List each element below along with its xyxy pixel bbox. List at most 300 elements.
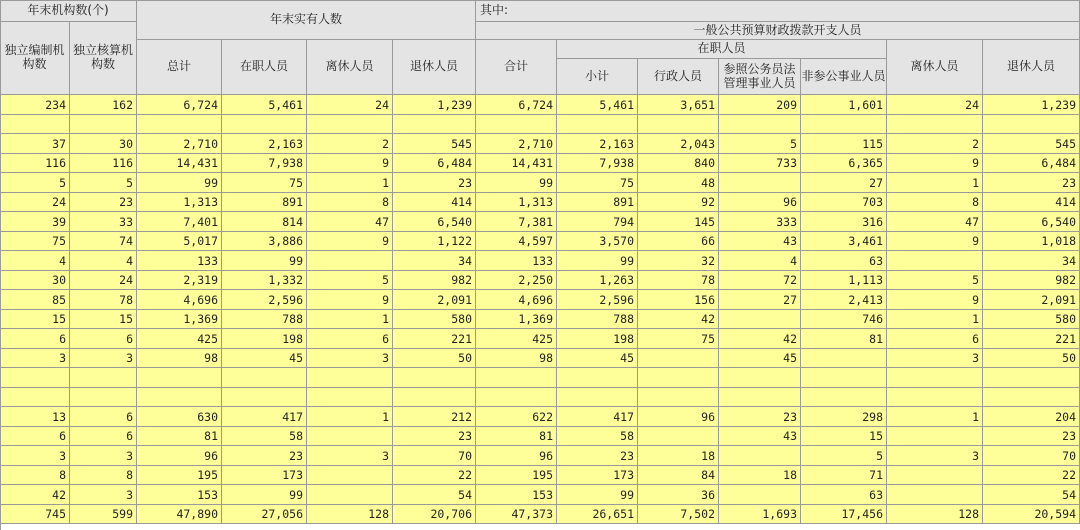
- table-cell[interactable]: [307, 251, 393, 271]
- table-cell[interactable]: 99: [476, 173, 557, 193]
- table-cell[interactable]: 18: [638, 446, 719, 466]
- table-cell[interactable]: 7,938: [557, 154, 638, 173]
- table-cell[interactable]: 32: [638, 251, 719, 271]
- table-cell[interactable]: 8: [70, 466, 137, 485]
- table-cell[interactable]: 316: [801, 212, 887, 232]
- table-cell[interactable]: [476, 388, 557, 407]
- table-cell[interactable]: 1: [307, 173, 393, 193]
- table-cell[interactable]: 85: [0, 290, 70, 310]
- table-cell[interactable]: [638, 349, 719, 368]
- table-cell[interactable]: 99: [557, 251, 638, 271]
- table-cell[interactable]: 37: [0, 134, 70, 154]
- table-cell[interactable]: 814: [222, 212, 307, 232]
- table-cell[interactable]: 153: [137, 485, 222, 505]
- table-cell[interactable]: [307, 466, 393, 485]
- table-cell[interactable]: 58: [222, 427, 307, 446]
- table-cell[interactable]: 1: [887, 310, 983, 329]
- table-cell[interactable]: 794: [557, 212, 638, 232]
- table-cell[interactable]: 545: [983, 134, 1080, 154]
- table-cell[interactable]: 99: [137, 173, 222, 193]
- table-cell[interactable]: [801, 115, 887, 134]
- table-cell[interactable]: 145: [638, 212, 719, 232]
- table-cell[interactable]: 891: [557, 193, 638, 212]
- table-cell[interactable]: 24: [887, 95, 983, 115]
- table-cell[interactable]: 9: [307, 232, 393, 251]
- table-cell[interactable]: 34: [393, 251, 476, 271]
- table-cell[interactable]: 23: [557, 446, 638, 466]
- table-cell[interactable]: 1: [887, 173, 983, 193]
- table-cell[interactable]: 23: [719, 407, 801, 427]
- table-cell[interactable]: 23: [70, 193, 137, 212]
- table-cell[interactable]: 15: [801, 427, 887, 446]
- table-cell[interactable]: 22: [393, 466, 476, 485]
- table-cell[interactable]: [476, 115, 557, 134]
- table-cell[interactable]: [307, 388, 393, 407]
- table-cell[interactable]: 70: [393, 446, 476, 466]
- table-cell[interactable]: 26,651: [557, 505, 638, 524]
- table-cell[interactable]: 84: [638, 466, 719, 485]
- table-cell[interactable]: 6: [70, 407, 137, 427]
- table-cell[interactable]: [719, 173, 801, 193]
- table-cell[interactable]: 42: [638, 310, 719, 329]
- table-cell[interactable]: 1,313: [476, 193, 557, 212]
- table-cell[interactable]: 99: [222, 251, 307, 271]
- table-cell[interactable]: 198: [222, 329, 307, 349]
- table-cell[interactable]: 30: [70, 134, 137, 154]
- table-cell[interactable]: 153: [476, 485, 557, 505]
- table-cell[interactable]: 18: [719, 466, 801, 485]
- table-cell[interactable]: [222, 368, 307, 388]
- table-cell[interactable]: [137, 368, 222, 388]
- table-cell[interactable]: 333: [719, 212, 801, 232]
- table-cell[interactable]: 98: [137, 349, 222, 368]
- table-cell[interactable]: [638, 115, 719, 134]
- table-cell[interactable]: 50: [393, 349, 476, 368]
- table-cell[interactable]: 133: [476, 251, 557, 271]
- table-cell[interactable]: 4: [0, 251, 70, 271]
- table-cell[interactable]: 1,263: [557, 271, 638, 290]
- table-cell[interactable]: [983, 115, 1080, 134]
- table-cell[interactable]: 8: [887, 193, 983, 212]
- table-cell[interactable]: 81: [801, 329, 887, 349]
- table-cell[interactable]: 23: [393, 173, 476, 193]
- table-cell[interactable]: 5: [0, 173, 70, 193]
- table-cell[interactable]: 195: [476, 466, 557, 485]
- table-cell[interactable]: 6: [307, 329, 393, 349]
- table-cell[interactable]: 34: [983, 251, 1080, 271]
- table-cell[interactable]: 23: [393, 427, 476, 446]
- table-cell[interactable]: 27: [719, 290, 801, 310]
- table-cell[interactable]: 96: [719, 193, 801, 212]
- table-cell[interactable]: 78: [70, 290, 137, 310]
- table-cell[interactable]: 7,938: [222, 154, 307, 173]
- table-cell[interactable]: [719, 310, 801, 329]
- table-cell[interactable]: [719, 115, 801, 134]
- table-cell[interactable]: 42: [719, 329, 801, 349]
- table-cell[interactable]: 24: [0, 193, 70, 212]
- table-cell[interactable]: 72: [719, 271, 801, 290]
- table-cell[interactable]: 98: [476, 349, 557, 368]
- table-cell[interactable]: 43: [719, 232, 801, 251]
- table-cell[interactable]: 580: [393, 310, 476, 329]
- table-cell[interactable]: 23: [983, 427, 1080, 446]
- table-cell[interactable]: 3: [307, 446, 393, 466]
- table-cell[interactable]: 221: [983, 329, 1080, 349]
- table-cell[interactable]: 7,401: [137, 212, 222, 232]
- table-cell[interactable]: 14,431: [476, 154, 557, 173]
- table-cell[interactable]: [557, 388, 638, 407]
- table-cell[interactable]: [887, 368, 983, 388]
- col-header-retired: 退休人员: [983, 40, 1080, 95]
- table-cell[interactable]: 204: [983, 407, 1080, 427]
- table-cell[interactable]: 1: [307, 310, 393, 329]
- table-cell[interactable]: 2,091: [393, 290, 476, 310]
- col-header-4: 离休人员: [307, 40, 393, 95]
- table-cell[interactable]: [70, 368, 137, 388]
- table-cell[interactable]: 17,456: [801, 505, 887, 524]
- table-cell[interactable]: 3,651: [638, 95, 719, 115]
- table-cell[interactable]: 43: [719, 427, 801, 446]
- table-cell[interactable]: 13: [0, 407, 70, 427]
- table-cell[interactable]: 6,724: [476, 95, 557, 115]
- table-cell[interactable]: 1,239: [983, 95, 1080, 115]
- table-cell[interactable]: [638, 388, 719, 407]
- table-cell[interactable]: 746: [801, 310, 887, 329]
- table-cell[interactable]: 30: [0, 271, 70, 290]
- table-cell[interactable]: 15: [70, 310, 137, 329]
- table-cell[interactable]: [887, 427, 983, 446]
- table-cell[interactable]: 47,890: [137, 505, 222, 524]
- table-cell[interactable]: 2,091: [983, 290, 1080, 310]
- table-cell[interactable]: 6: [887, 329, 983, 349]
- table-cell[interactable]: 50: [983, 349, 1080, 368]
- table-cell[interactable]: 96: [137, 446, 222, 466]
- table-cell[interactable]: 47: [307, 212, 393, 232]
- table-cell[interactable]: 6,484: [983, 154, 1080, 173]
- table-cell[interactable]: 5: [801, 446, 887, 466]
- table-cell[interactable]: 6: [70, 427, 137, 446]
- table-cell[interactable]: 982: [983, 271, 1080, 290]
- table-cell[interactable]: 9: [887, 290, 983, 310]
- table-cell[interactable]: 1,313: [137, 193, 222, 212]
- table-cell[interactable]: 3: [70, 485, 137, 505]
- table-cell[interactable]: [70, 388, 137, 407]
- table-cell[interactable]: 27: [801, 173, 887, 193]
- table-cell[interactable]: 23: [222, 446, 307, 466]
- table-cell[interactable]: 630: [137, 407, 222, 427]
- table-cell[interactable]: 1,369: [476, 310, 557, 329]
- table-cell[interactable]: 81: [137, 427, 222, 446]
- table-cell[interactable]: 20,594: [983, 505, 1080, 524]
- table-cell[interactable]: [887, 115, 983, 134]
- table-cell[interactable]: 45: [719, 349, 801, 368]
- table-cell[interactable]: 9: [887, 232, 983, 251]
- header-general-budget: 一般公共预算财政拨款开支人员: [476, 22, 1080, 40]
- table-cell[interactable]: 3: [0, 446, 70, 466]
- table-cell[interactable]: 788: [557, 310, 638, 329]
- table-cell[interactable]: 5: [887, 271, 983, 290]
- table-cell[interactable]: 1: [307, 407, 393, 427]
- header-staff-total: 年末实有人数: [137, 0, 476, 40]
- table-cell[interactable]: 75: [638, 329, 719, 349]
- table-cell[interactable]: [801, 349, 887, 368]
- table-cell[interactable]: 6,540: [393, 212, 476, 232]
- table-cell[interactable]: 116: [70, 154, 137, 173]
- table-cell[interactable]: 7,381: [476, 212, 557, 232]
- table-cell[interactable]: 3: [70, 446, 137, 466]
- table-cell[interactable]: 6,365: [801, 154, 887, 173]
- table-cell[interactable]: 45: [557, 349, 638, 368]
- table-cell[interactable]: 15: [0, 310, 70, 329]
- table-cell[interactable]: 54: [393, 485, 476, 505]
- table-cell[interactable]: 840: [638, 154, 719, 173]
- table-cell[interactable]: 4,696: [137, 290, 222, 310]
- table-cell[interactable]: 209: [719, 95, 801, 115]
- table-cell[interactable]: 425: [476, 329, 557, 349]
- table-cell[interactable]: [887, 388, 983, 407]
- col-header-5: 退休人员: [393, 40, 476, 95]
- table-cell[interactable]: 78: [638, 271, 719, 290]
- table-cell[interactable]: 6,540: [983, 212, 1080, 232]
- table-cell[interactable]: 622: [476, 407, 557, 427]
- table-cell[interactable]: 116: [0, 154, 70, 173]
- table-cell[interactable]: 1,018: [983, 232, 1080, 251]
- table-cell[interactable]: 3: [307, 349, 393, 368]
- table-cell[interactable]: 234: [0, 95, 70, 115]
- table-cell[interactable]: 6,484: [393, 154, 476, 173]
- table-cell[interactable]: 58: [557, 427, 638, 446]
- table-cell[interactable]: [222, 115, 307, 134]
- table-cell[interactable]: 4: [719, 251, 801, 271]
- table-cell[interactable]: 2,596: [557, 290, 638, 310]
- table-cell[interactable]: 128: [307, 505, 393, 524]
- table-cell[interactable]: 47,373: [476, 505, 557, 524]
- table-cell[interactable]: 33: [70, 212, 137, 232]
- table-cell[interactable]: 2,319: [137, 271, 222, 290]
- table-cell[interactable]: [137, 388, 222, 407]
- table-cell[interactable]: [307, 485, 393, 505]
- table-cell[interactable]: 5: [719, 134, 801, 154]
- table-cell[interactable]: [638, 427, 719, 446]
- table-cell[interactable]: 9: [887, 154, 983, 173]
- table-cell[interactable]: [983, 368, 1080, 388]
- table-cell[interactable]: 4,696: [476, 290, 557, 310]
- table-cell[interactable]: 3: [70, 349, 137, 368]
- table-cell[interactable]: [476, 368, 557, 388]
- table-cell[interactable]: 3,461: [801, 232, 887, 251]
- table-cell[interactable]: 2,043: [638, 134, 719, 154]
- table-cell[interactable]: 2,163: [557, 134, 638, 154]
- table-cell[interactable]: 733: [719, 154, 801, 173]
- table-cell[interactable]: 74: [70, 232, 137, 251]
- table-cell[interactable]: 298: [801, 407, 887, 427]
- col-header-independent-staffing: 独立编制机构数: [0, 22, 70, 95]
- header-in-service-group: 在职人员: [557, 40, 887, 59]
- table-cell[interactable]: 580: [983, 310, 1080, 329]
- table-cell[interactable]: 414: [393, 193, 476, 212]
- table-cell[interactable]: [393, 388, 476, 407]
- table-cell[interactable]: 414: [983, 193, 1080, 212]
- table-cell[interactable]: 3: [887, 349, 983, 368]
- header-of-which: 其中:: [476, 0, 1080, 22]
- table-cell[interactable]: 22: [983, 466, 1080, 485]
- table-cell[interactable]: 195: [137, 466, 222, 485]
- table-cell[interactable]: [887, 485, 983, 505]
- table-cell[interactable]: 2,710: [137, 134, 222, 154]
- table-cell[interactable]: 14,431: [137, 154, 222, 173]
- table-cell[interactable]: 745: [0, 505, 70, 524]
- table-cell[interactable]: 2: [887, 134, 983, 154]
- table-cell[interactable]: 212: [393, 407, 476, 427]
- table-cell[interactable]: 48: [638, 173, 719, 193]
- table-cell[interactable]: 45: [222, 349, 307, 368]
- table-cell[interactable]: 70: [983, 446, 1080, 466]
- table-cell[interactable]: 71: [801, 466, 887, 485]
- table-cell[interactable]: 1,239: [393, 95, 476, 115]
- table-cell[interactable]: 1,693: [719, 505, 801, 524]
- table-cell[interactable]: 81: [476, 427, 557, 446]
- col-header-3: 在职人员: [222, 40, 307, 95]
- col-header-10: 非参公事业人员: [801, 59, 887, 95]
- table-cell[interactable]: [307, 427, 393, 446]
- table-cell[interactable]: 6: [0, 329, 70, 349]
- table-cell[interactable]: [307, 115, 393, 134]
- table-cell[interactable]: 162: [70, 95, 137, 115]
- table-cell[interactable]: 5,017: [137, 232, 222, 251]
- table-cell[interactable]: 1,113: [801, 271, 887, 290]
- table-cell[interactable]: [137, 115, 222, 134]
- table-cell[interactable]: 1,122: [393, 232, 476, 251]
- table-cell[interactable]: 115: [801, 134, 887, 154]
- table-cell[interactable]: 96: [476, 446, 557, 466]
- table-cell[interactable]: 9: [307, 290, 393, 310]
- table-cell[interactable]: 99: [222, 485, 307, 505]
- table-cell[interactable]: 1,369: [137, 310, 222, 329]
- table-cell[interactable]: 54: [983, 485, 1080, 505]
- col-header-2: 总计: [137, 40, 222, 95]
- table-cell[interactable]: [557, 368, 638, 388]
- table-cell[interactable]: 2,596: [222, 290, 307, 310]
- table-cell[interactable]: 75: [0, 232, 70, 251]
- table-cell[interactable]: [70, 115, 137, 134]
- table-cell[interactable]: 173: [222, 466, 307, 485]
- table-cell[interactable]: 63: [801, 251, 887, 271]
- table-cell[interactable]: 3,570: [557, 232, 638, 251]
- table-cell[interactable]: 8: [0, 466, 70, 485]
- table-cell[interactable]: 198: [557, 329, 638, 349]
- table-cell[interactable]: [983, 388, 1080, 407]
- table-cell[interactable]: [393, 368, 476, 388]
- table-cell[interactable]: [719, 485, 801, 505]
- table-cell[interactable]: 417: [557, 407, 638, 427]
- table-cell[interactable]: 1,332: [222, 271, 307, 290]
- table-cell[interactable]: 20,706: [393, 505, 476, 524]
- table-cell[interactable]: 47: [887, 212, 983, 232]
- table-cell[interactable]: [801, 388, 887, 407]
- table-cell[interactable]: 3: [887, 446, 983, 466]
- table-cell[interactable]: 2,413: [801, 290, 887, 310]
- table-cell[interactable]: [0, 368, 70, 388]
- table-cell[interactable]: [0, 388, 70, 407]
- table-cell[interactable]: 1: [887, 407, 983, 427]
- table-cell[interactable]: 2,163: [222, 134, 307, 154]
- table-cell[interactable]: 39: [0, 212, 70, 232]
- table-cell[interactable]: 75: [557, 173, 638, 193]
- table-cell[interactable]: 27,056: [222, 505, 307, 524]
- table-cell[interactable]: 221: [393, 329, 476, 349]
- table-cell[interactable]: 42: [0, 485, 70, 505]
- table-cell[interactable]: 66: [638, 232, 719, 251]
- table-cell[interactable]: 24: [70, 271, 137, 290]
- table-cell[interactable]: 24: [307, 95, 393, 115]
- table-cell[interactable]: 6: [0, 427, 70, 446]
- table-cell[interactable]: 5: [307, 271, 393, 290]
- table-cell[interactable]: [393, 115, 476, 134]
- table-cell[interactable]: 96: [638, 407, 719, 427]
- table-cell[interactable]: 9: [307, 154, 393, 173]
- table-cell[interactable]: 2,710: [476, 134, 557, 154]
- table-cell[interactable]: [801, 368, 887, 388]
- table-cell[interactable]: [557, 115, 638, 134]
- table-cell[interactable]: 545: [393, 134, 476, 154]
- table-cell[interactable]: 156: [638, 290, 719, 310]
- table-cell[interactable]: 2: [307, 134, 393, 154]
- table-cell[interactable]: 99: [557, 485, 638, 505]
- table-cell[interactable]: 75: [222, 173, 307, 193]
- table-cell[interactable]: [887, 251, 983, 271]
- table-cell[interactable]: 63: [801, 485, 887, 505]
- table-cell[interactable]: 23: [983, 173, 1080, 193]
- col-header-subtotal-total: 合计: [476, 40, 557, 95]
- table-cell[interactable]: 173: [557, 466, 638, 485]
- table-cell[interactable]: 6: [70, 329, 137, 349]
- table-cell[interactable]: 599: [70, 505, 137, 524]
- table-cell[interactable]: 1,601: [801, 95, 887, 115]
- table-cell[interactable]: 5,461: [222, 95, 307, 115]
- col-header-8: 行政人员: [638, 59, 719, 95]
- table-cell[interactable]: 891: [222, 193, 307, 212]
- table-cell[interactable]: 5,461: [557, 95, 638, 115]
- table-cell[interactable]: [887, 466, 983, 485]
- table-cell[interactable]: 417: [222, 407, 307, 427]
- table-cell[interactable]: 7,502: [638, 505, 719, 524]
- col-header-independent-accounting: 独立核算机构数: [70, 22, 137, 95]
- table-cell[interactable]: [307, 368, 393, 388]
- table-cell[interactable]: [0, 115, 70, 134]
- table-cell[interactable]: 982: [393, 271, 476, 290]
- table-cell[interactable]: 3,886: [222, 232, 307, 251]
- table-cell[interactable]: 5: [70, 173, 137, 193]
- table-cell[interactable]: [719, 388, 801, 407]
- table-cell[interactable]: 128: [887, 505, 983, 524]
- table-cell[interactable]: 36: [638, 485, 719, 505]
- table-cell[interactable]: 4,597: [476, 232, 557, 251]
- table-cell[interactable]: 8: [307, 193, 393, 212]
- table-cell[interactable]: [719, 368, 801, 388]
- table-cell[interactable]: 425: [137, 329, 222, 349]
- table-cell[interactable]: 703: [801, 193, 887, 212]
- table-cell[interactable]: [638, 368, 719, 388]
- table-cell[interactable]: [719, 446, 801, 466]
- table-cell[interactable]: 133: [137, 251, 222, 271]
- table-cell[interactable]: [222, 388, 307, 407]
- table-cell[interactable]: 2,250: [476, 271, 557, 290]
- table-cell[interactable]: 6,724: [137, 95, 222, 115]
- table-cell[interactable]: 4: [70, 251, 137, 271]
- table-cell[interactable]: 3: [0, 349, 70, 368]
- table-cell[interactable]: 788: [222, 310, 307, 329]
- table-cell[interactable]: 92: [638, 193, 719, 212]
